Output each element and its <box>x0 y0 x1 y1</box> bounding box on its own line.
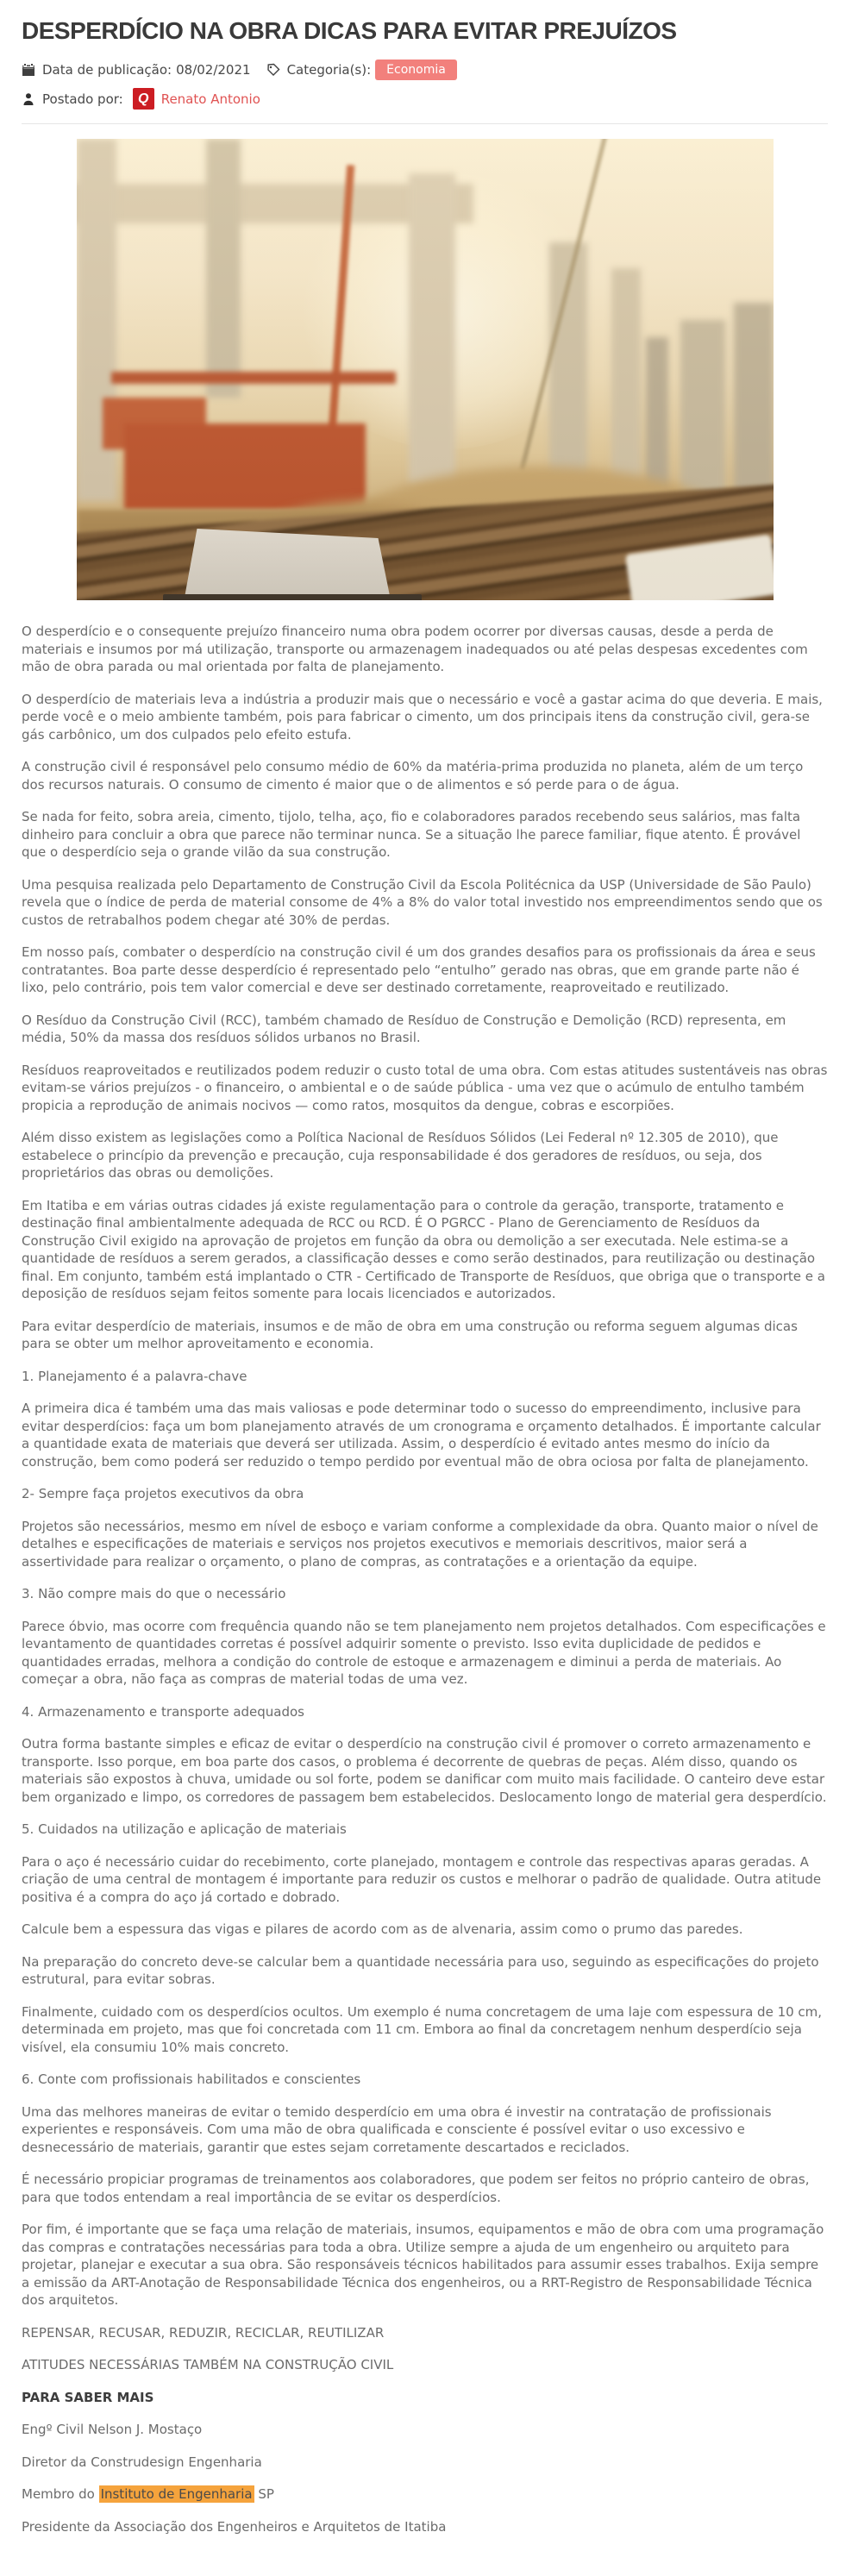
paragraph: 1. Planejamento é a palavra-chave <box>22 1368 247 1384</box>
paragraph: Projetos são necessários, mesmo em nível de esboço e variam conforme a complexidade da obra. Quanto maior o nível de detalhes e especificações de materiais e serviços nos projetos executivos e memoriais descritivos, maior será a assertividade para realizar o orçamento, o plano de compras, as contratações e a orientação da equipe. <box>22 1518 818 1570</box>
paragraph: Presidente da Associação dos Engenheiros e Arquitetos de Itatiba <box>22 2518 447 2535</box>
category-label: Categoria(s): <box>286 62 372 78</box>
article-featured-image <box>77 139 774 600</box>
paragraph: Além disso existem as legislações como a Política Nacional de Resíduos Sólidos (Lei Federal nº 12.305 de 2010), que estabelece o princípio da prevenção e precaução, cuja responsabilidade é dos geradores de resíduos, ou seja, dos proprietários das obras ou demolições. <box>22 1130 779 1181</box>
publish-date-label: Data de publicação: <box>42 62 172 78</box>
paragraph: Calcule bem a espessura das vigas e pilares de acordo com as de alvenaria, assim como o prumo das paredes. <box>22 1921 743 1937</box>
user-icon <box>22 92 35 106</box>
paragraph: Se nada for feito, sobra areia, cimento, tijolo, telha, aço, fio e colaboradores parados recebendo seus salários, mas falta dinheiro para concluir a obra que parece não terminar nunca. Se a situação lhe parece familiar, fique atento. É provável que o desperdício seja o grande vilão da sua construção. <box>22 809 801 860</box>
meta-row-publication <box>22 60 828 80</box>
paragraph: REPENSAR, RECUSAR, REDUZIR, RECICLAR, REUTILIZAR <box>22 2324 385 2341</box>
author-avatar[interactable]: Q <box>133 88 154 110</box>
paragraph: Em nosso país, combater o desperdício na construção civil é um dos grandes desafios para os profissionais da área e seus contratantes. Boa parte desse desperdício é representado pelo “entulho” gerado nas obras, que em grande parte não é lixo, pelo contrário, pois tem valor comercial e deve ser destinado corretamente, reaproveitado e reutilizado. <box>22 944 816 995</box>
paragraph: Resíduos reaproveitados e reutilizados podem reduzir o custo total de uma obra. Com estas atitudes sustentáveis nas obras evitam-se vários prejuízos - o financeiro, o ambiental e o de saúde pública - uma vez que o acúmulo de entulho também propicia a reprodução de animais nocivos — como ratos, mosquitos da dengue, cobras e escorpiões. <box>22 1062 828 1113</box>
paragraph: Engº Civil Nelson J. Mostaço <box>22 2422 203 2437</box>
paragraph-text: SP <box>254 2486 274 2502</box>
paragraph <box>22 2485 828 2504</box>
posted-by-label: Postado por: <box>42 91 123 107</box>
paragraph: A construção civil é responsável pelo consumo médio de 60% da matéria-prima produzida no planeta, além de um terço dos recursos naturais. O consumo de cimento é maior que o de alimentos e só perde para o de água. <box>22 759 804 793</box>
paragraph: Para evitar desperdício de materiais, insumos e de mão de obra em uma construção ou reforma seguem algumas dicas para se obter um melhor aproveitamento e economia. <box>22 1318 798 1351</box>
paragraph: Uma das melhores maneiras de evitar o temido desperdício em uma obra é investir na contratação de profissionais experientes e responsáveis. Com uma mão de obra qualificada e consciente é possível evitar o uso excessivo e desnecessário de materiais, garantir que estes sejam corretamente descartados e reciclados. <box>22 2103 772 2155</box>
paragraph: 3. Não compre mais do que o necessário <box>22 1586 286 1601</box>
section-heading: PARA SABER MAIS <box>22 2389 154 2405</box>
paragraph: É necessário propiciar programas de treinamentos aos colaboradores, que podem ser feitos no próprio canteiro de obras, para que todos entendam a real importância de se evitar os desperdícios. <box>22 2172 810 2205</box>
paragraph: 5. Cuidados na utilização e aplicação de materiais <box>22 1821 347 1837</box>
paragraph: Na preparação do concreto deve-se calcular bem a quantidade necessária para uso, seguindo as especificações do projeto estrutural, para evitar sobras. <box>22 1953 819 1987</box>
paragraph: 4. Armazenamento e transporte adequados <box>22 1703 305 1720</box>
paragraph: Para o aço é necessário cuidar do recebimento, corte planejado, montagem e controle das respectivas aparas geradas. A criação de uma central de montagem é importante para reduzir os custos e melhorar o padrão de qualidade. Outra atitude positiva é a compra do aço já cortado e dobrado. <box>22 1853 822 1905</box>
paragraph: Outra forma bastante simples e eficaz de evitar o desperdício na construção civil é promover o correto armazenamento e transporte. Isso porque, em boa parte dos casos, o problema é decorrente de quebras de peças. Além disso, quando os materiais são expostos à chuva, umidade ou sol forte, podem se danificar com muito mais facilidade. O canteiro deve estar bem organizado e limpo, os corredores de passagem bem estabelecidos. Deslocamento longo de material gera desperdício. <box>22 1736 827 1805</box>
paragraph: Por fim, é importante que se faça uma relação de materiais, insumos, equipamentos e mão de obra com uma programação das compras e contratações necessárias para toda a obra. Utilize sempre a ajuda de um engenheiro ou arquiteto para projetar, planejar e executar a sua obra. São responsáveis técnicos habilitados para assumir esses trabalhos. Exija sempre a emissão da ART-Anotação de Responsabilidade Técnica dos engenheiros, ou a RRT-Registro de Responsabilidade Técnica dos arquitetos. <box>22 2222 824 2308</box>
paragraph: Diretor da Construdesign Engenharia <box>22 2454 262 2470</box>
paragraph: O Resíduo da Construção Civil (RCC), também chamado de Resíduo de Construção e Demolição (RCD) representa, em média, 50% da massa dos resíduos sólidos urbanos no Brasil. <box>22 1012 786 1045</box>
highlighted-text: Instituto de Engenharia <box>100 2486 253 2502</box>
author-link[interactable]: Renato Antonio <box>160 91 260 107</box>
paragraph: O desperdício de materiais leva a indústria a produzir mais que o necessário e você a gastar acima do que deveria. E mais, perde você e o meio ambiente também, pois para fabricar o cimento, um dos principais itens da construção civil, gera-se gás carbônico, um dos culpados pelo efeito estufa. <box>22 691 823 743</box>
tag-icon <box>266 63 280 77</box>
paragraph: Em Itatiba e em várias outras cidades já existe regulamentação para o controle da geração, transporte, tratamento e destinação final ambientalmente adequada de RCC ou RCD. É O PGRCC - Plano de Gerenciamento de Resíduos da Construção Civil exigido na aprovação de projetos em função da obra ou demolição a ser executada. Nele estima-se a quantidade de resíduos a serem gerados, a classificação desses e como serão destinados, para reutilização ou destinação final. Em conjunto, também está implantado o CTR - Certificado de Transporte de Resíduos, que obriga que o transporte e a deposição de resíduos sejam feitos somente para locais licenciados e autorizados. <box>22 1197 825 1301</box>
divider <box>22 123 828 124</box>
paragraph: Uma pesquisa realizada pelo Departamento de Construção Civil da Escola Politécnica da USP (Universidade de São Paulo) revela que o índice de perda de material consome de 4% a 8% do valor total investido nos empreendimentos sendo que os custos de retrabalhos podem chegar até 30% de perdas. <box>22 876 823 928</box>
meta-row-author <box>22 88 828 110</box>
article-body <box>22 623 828 2535</box>
page-title: DESPERDÍCIO NA OBRA DICAS PARA EVITAR PREJUÍZOS <box>22 17 677 44</box>
paragraph: A primeira dica é também uma das mais valiosas e pode determinar todo o sucesso do empreendimento, inclusive para evitar desperdícios: faça um bom planejamento através de um cronograma e orçamento detalhados. É importante calcular a quantidade exata de materiais que deverá ser utilizada. Assim, o desperdício é evitado antes mesmo do início da construção, bem como poderá ser reduzido o tempo perdido por eventual mão de obra ociosa por falta de planejamento. <box>22 1401 821 1470</box>
paragraph: Parece óbvio, mas ocorre com frequência quando não se tem planejamento nem projetos detalhados. Com especificações e levantamento de quantidades corretas é possível adquirir somente o previsto. Isso evita duplicidade de pedidos e quantidades erradas, melhora a condição do controle de estoque e armazenagem e diminui a perda de materiais. Ao começar a obra, não faça as compras de material todas de uma vez. <box>22 1618 826 1687</box>
paragraph: Finalmente, cuidado com os desperdícios ocultos. Um exemplo é numa concretagem de uma laje com espessura de 10 cm, determinada em projeto, mas que foi concretada com 11 cm. Embora ao final da concretagem nenhum desperdício seja visível, ela consumiu 10% mais concreto. <box>22 2003 823 2055</box>
paragraph-text: Membro do <box>22 2486 99 2502</box>
paragraph: ATITUDES NECESSÁRIAS TAMBÉM NA CONSTRUÇÃO CIVIL <box>22 2357 394 2372</box>
calendar-icon <box>22 63 35 77</box>
paragraph: 6. Conte com profissionais habilitados e conscientes <box>22 2071 361 2087</box>
paragraph: O desperdício e o consequente prejuízo financeiro numa obra podem ocorrer por diversas causas, desde a perda de materiais e insumos por má utilização, transporte ou armazenagem inadequados ou até pelas despesas excedentes com mão de obra parada ou mal orientada por falta de planejamento. <box>22 624 808 674</box>
publish-date-value: 08/02/2021 <box>176 62 251 78</box>
photo-warm-overlay <box>77 139 774 600</box>
article-page <box>0 17 852 2576</box>
category-badge[interactable]: Economia <box>375 60 457 80</box>
paragraph: 2- Sempre faça projetos executivos da obra <box>22 1486 304 1501</box>
